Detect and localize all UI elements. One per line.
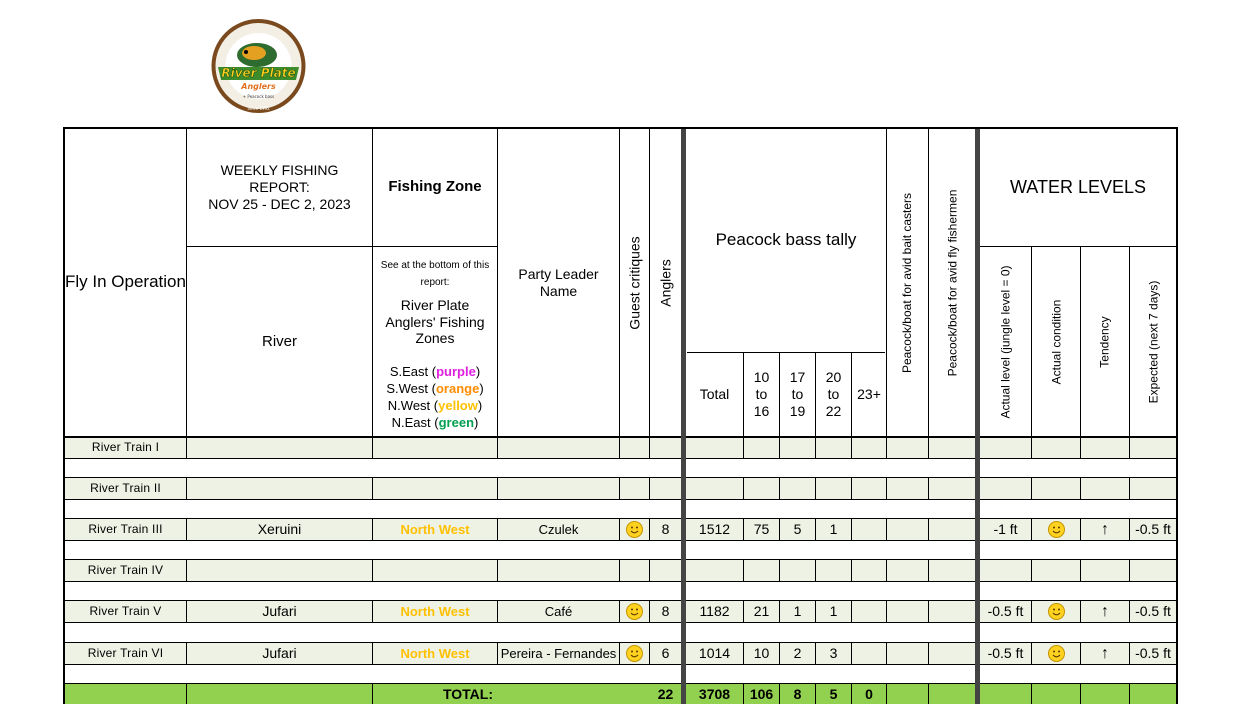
grid-line bbox=[928, 600, 929, 622]
operation-cell: River Train VI bbox=[87, 646, 164, 661]
actual-level-cell bbox=[980, 437, 1031, 458]
tally-20-22-cell: 3 bbox=[829, 645, 838, 662]
zone-paren-close: ) bbox=[479, 381, 484, 396]
anglers-cell bbox=[650, 478, 681, 499]
zone-name: N.East bbox=[391, 415, 431, 430]
tally-10-16-cell bbox=[744, 560, 779, 581]
expected-cell: -0.5 ft bbox=[1135, 645, 1171, 662]
actual-condition-cell bbox=[1032, 519, 1080, 540]
total-10-16: 106 bbox=[749, 685, 774, 702]
report-title-block bbox=[187, 129, 372, 246]
expected-header bbox=[1130, 247, 1176, 436]
tendency-header bbox=[1081, 247, 1129, 436]
report-dates: NOV 25 - DEC 2, 2023 bbox=[208, 195, 351, 212]
party-leader-cell bbox=[498, 560, 619, 581]
zone-cell: North West bbox=[400, 645, 470, 661]
zone-paren-open: ( bbox=[428, 364, 437, 379]
fly-fishermen-header bbox=[929, 129, 975, 436]
total-23-plus: 0 bbox=[865, 685, 873, 702]
fly-in-operation-header: Fly In Operation bbox=[65, 272, 186, 292]
zone-cell bbox=[373, 560, 497, 581]
actual-condition-cell bbox=[1032, 437, 1080, 458]
actual-level-cell: -0.5 ft bbox=[987, 645, 1024, 662]
party-leader-cell bbox=[498, 437, 619, 458]
tally-17-19-cell: 2 bbox=[793, 645, 802, 662]
zone-note: See at the bottom of this report: bbox=[380, 260, 490, 288]
tally-23-plus-cell bbox=[852, 601, 886, 622]
zone-name: S.West bbox=[386, 381, 429, 396]
actual-level-cell bbox=[980, 478, 1031, 499]
river-cell: Jufari bbox=[262, 645, 297, 662]
actual-condition-cell bbox=[1032, 601, 1080, 622]
zone-paren-close: ) bbox=[477, 398, 483, 413]
party-leader-cell bbox=[498, 478, 619, 499]
water-levels-header: WATER LEVELS bbox=[1009, 176, 1147, 197]
grid-line bbox=[65, 622, 1176, 623]
smiley-icon bbox=[1048, 521, 1065, 538]
zone-color-label: purple bbox=[436, 364, 476, 379]
tendency-cell bbox=[1081, 478, 1129, 499]
grid-line bbox=[1129, 683, 1130, 704]
grid-line bbox=[886, 683, 887, 704]
river-header: River bbox=[261, 332, 297, 350]
river-cell bbox=[187, 560, 372, 581]
total-fish: 3708 bbox=[698, 685, 731, 702]
grid-line bbox=[1031, 683, 1032, 704]
guest-critiques-header bbox=[620, 129, 649, 436]
tendency-cell: ↑ bbox=[1101, 602, 1109, 620]
actual-condition-cell bbox=[1032, 643, 1080, 664]
river-cell: Jufari bbox=[262, 603, 297, 620]
peacock-bass-tally-header: Peacock bass tally bbox=[715, 230, 857, 250]
anglers-cell: 8 bbox=[661, 603, 670, 620]
tendency-cell: ↑ bbox=[1101, 644, 1109, 662]
actual-condition-label: Actual condition bbox=[1049, 299, 1064, 384]
tally-17-19-cell: 1 bbox=[793, 603, 802, 620]
smiley-icon bbox=[1048, 645, 1065, 662]
river-plate-anglers-logo bbox=[210, 17, 307, 115]
actual-level-header bbox=[980, 247, 1031, 436]
zone-color-label: yellow bbox=[438, 398, 478, 413]
smiley-icon bbox=[626, 603, 643, 620]
actual-level-label: Actual level (jungle level = 0) bbox=[998, 264, 1013, 419]
tally-10-16-cell bbox=[744, 437, 779, 458]
total-anglers: 22 bbox=[657, 685, 674, 702]
tally-17-19-cell bbox=[780, 437, 815, 458]
tally-col-total: Total bbox=[699, 386, 730, 403]
zone-paren-close: ) bbox=[474, 415, 479, 430]
guest-critique-cell bbox=[620, 519, 649, 540]
total-label: TOTAL: bbox=[442, 685, 493, 702]
tally-total-cell: 1014 bbox=[698, 645, 731, 662]
smiley-icon bbox=[626, 645, 643, 662]
tally-10-16-cell bbox=[744, 478, 779, 499]
zone-legend-item bbox=[386, 380, 483, 397]
svg-text:Anglers: Anglers bbox=[241, 82, 276, 91]
actual-level-cell bbox=[980, 560, 1031, 581]
operation-cell: River Train V bbox=[89, 604, 162, 619]
zone-name: N.West bbox=[387, 398, 431, 413]
total-20-22: 5 bbox=[829, 685, 838, 702]
zone-cell bbox=[373, 478, 497, 499]
tally-10-16-cell: 10 bbox=[753, 645, 770, 662]
grid-line bbox=[886, 477, 887, 499]
grid-line bbox=[65, 458, 1176, 459]
zone-name: S.East bbox=[389, 364, 429, 379]
tally-total-cell bbox=[686, 478, 743, 499]
tendency-label: Tendency bbox=[1098, 315, 1112, 368]
anglers-cell bbox=[650, 560, 681, 581]
party-leader-header: Party Leader Name bbox=[518, 265, 599, 299]
guest-critique-cell bbox=[620, 601, 649, 622]
actual-condition-cell bbox=[1032, 478, 1080, 499]
expected-label: Expected (next 7 days) bbox=[1146, 280, 1161, 403]
tendency-cell bbox=[1081, 560, 1129, 581]
actual-condition-header bbox=[1032, 247, 1080, 436]
grid-line bbox=[928, 683, 929, 704]
grid-line bbox=[928, 518, 929, 540]
zone-legend-item bbox=[392, 414, 479, 431]
river-cell bbox=[187, 478, 372, 499]
zone-legend-item bbox=[388, 397, 482, 414]
zone-color-label: green bbox=[438, 415, 475, 430]
expected-cell: -0.5 ft bbox=[1135, 603, 1171, 620]
expected-cell bbox=[1130, 437, 1176, 458]
tally-23-plus-cell bbox=[852, 437, 886, 458]
tendency-cell: ↑ bbox=[1101, 520, 1109, 538]
tally-23-plus-cell bbox=[852, 560, 886, 581]
zone-cell: North West bbox=[400, 521, 470, 537]
actual-level-cell: -1 ft bbox=[993, 521, 1018, 538]
smiley-icon bbox=[1048, 603, 1065, 620]
grid-line bbox=[886, 518, 887, 540]
grid-line bbox=[1080, 683, 1081, 704]
tally-17-19-cell bbox=[780, 478, 815, 499]
tally-total-cell bbox=[686, 437, 743, 458]
grid-line bbox=[928, 477, 929, 499]
zone-paren-open: ( bbox=[430, 415, 439, 430]
report-title: WEEKLY FISHING REPORT: bbox=[220, 162, 339, 196]
party-leader-cell: Czulek bbox=[538, 521, 579, 537]
zone-paren-open: ( bbox=[430, 398, 439, 413]
total-row-band bbox=[65, 684, 1176, 704]
bait-casters-label: Peacock/boat for avid bait casters bbox=[900, 192, 915, 373]
guest-critique-cell bbox=[620, 437, 649, 458]
grid-line bbox=[928, 642, 929, 664]
zone-color-label: orange bbox=[435, 381, 480, 396]
tally-total-cell: 1182 bbox=[699, 603, 730, 620]
party-leader-cell: Pereira - Fernandes bbox=[500, 645, 617, 661]
guest-critique-cell bbox=[620, 560, 649, 581]
guest-critique-cell bbox=[620, 643, 649, 664]
anglers-cell: 6 bbox=[661, 645, 670, 662]
svg-text:Since 1992: Since 1992 bbox=[247, 106, 270, 111]
grid-line bbox=[65, 540, 1176, 541]
tally-col-23-plus: 23+ bbox=[857, 386, 881, 403]
operation-cell: River Train I bbox=[91, 440, 160, 455]
zone-cell bbox=[373, 437, 497, 458]
tendency-cell bbox=[1081, 437, 1129, 458]
zone-cell: North West bbox=[400, 603, 470, 619]
tally-20-22-cell: 1 bbox=[829, 521, 838, 538]
tally-total-cell: 1512 bbox=[698, 521, 731, 538]
total-17-19: 8 bbox=[793, 685, 802, 702]
weekly-fishing-report-table bbox=[63, 127, 1178, 704]
operation-cell: River Train II bbox=[90, 481, 161, 496]
operation-cell: River Train III bbox=[88, 522, 163, 537]
zone-paren-close: ) bbox=[475, 364, 481, 379]
tally-col-17-19: 17 to 19 bbox=[789, 369, 806, 419]
grid-line bbox=[65, 499, 1176, 500]
river-cell bbox=[187, 437, 372, 458]
river-cell: Xeruini bbox=[257, 521, 302, 538]
zone-paren-open: ( bbox=[428, 381, 436, 396]
tally-10-16-cell: 21 bbox=[753, 603, 770, 620]
actual-condition-cell bbox=[1032, 560, 1080, 581]
fishing-zone-header: Fishing Zone bbox=[388, 178, 482, 195]
tally-10-16-cell: 75 bbox=[753, 521, 770, 538]
tally-17-19-cell bbox=[780, 560, 815, 581]
tally-17-19-cell: 5 bbox=[793, 521, 802, 538]
tally-total-cell bbox=[686, 560, 743, 581]
svg-text:+ Peacock bass: + Peacock bass bbox=[242, 94, 275, 99]
anglers-cell bbox=[650, 437, 681, 458]
expected-cell bbox=[1130, 560, 1176, 581]
grid-line bbox=[886, 600, 887, 622]
tally-20-22-cell bbox=[816, 478, 851, 499]
grid-line bbox=[186, 683, 187, 704]
anglers-header bbox=[650, 129, 681, 436]
operation-cell: River Train IV bbox=[87, 563, 164, 578]
grid-line bbox=[886, 559, 887, 581]
tally-23-plus-cell bbox=[852, 643, 886, 664]
actual-level-cell: -0.5 ft bbox=[987, 603, 1024, 620]
party-leader-cell: Café bbox=[544, 603, 573, 619]
tally-col-20-22: 20 to 22 bbox=[825, 369, 842, 419]
anglers-cell: 8 bbox=[661, 521, 670, 538]
tally-20-22-cell: 1 bbox=[829, 603, 838, 620]
grid-line bbox=[928, 559, 929, 581]
guest-critiques-label: Guest critiques bbox=[626, 235, 643, 330]
guest-critique-cell bbox=[620, 478, 649, 499]
grid-line bbox=[65, 683, 1176, 684]
smiley-icon bbox=[626, 521, 643, 538]
fly-fishermen-label: Peacock/boat for avid fly fishermen bbox=[945, 189, 960, 376]
zone-legend bbox=[373, 363, 497, 431]
tally-col-10-16: 10 to 16 bbox=[753, 369, 770, 419]
expected-cell bbox=[1130, 478, 1176, 499]
grid-line bbox=[886, 642, 887, 664]
grid-line bbox=[65, 581, 1176, 582]
tally-23-plus-cell bbox=[852, 519, 886, 540]
grid-line bbox=[65, 664, 1176, 665]
zone-reference: River Plate Anglers' Fishing Zones bbox=[385, 296, 485, 347]
svg-text:River Plate: River Plate bbox=[221, 66, 296, 80]
anglers-label: Anglers bbox=[657, 258, 674, 307]
expected-cell: -0.5 ft bbox=[1135, 521, 1171, 538]
tally-20-22-cell bbox=[816, 437, 851, 458]
bait-casters-header bbox=[887, 129, 928, 436]
tally-23-plus-cell bbox=[852, 478, 886, 499]
tally-20-22-cell bbox=[816, 560, 851, 581]
zone-legend-item bbox=[390, 363, 480, 380]
